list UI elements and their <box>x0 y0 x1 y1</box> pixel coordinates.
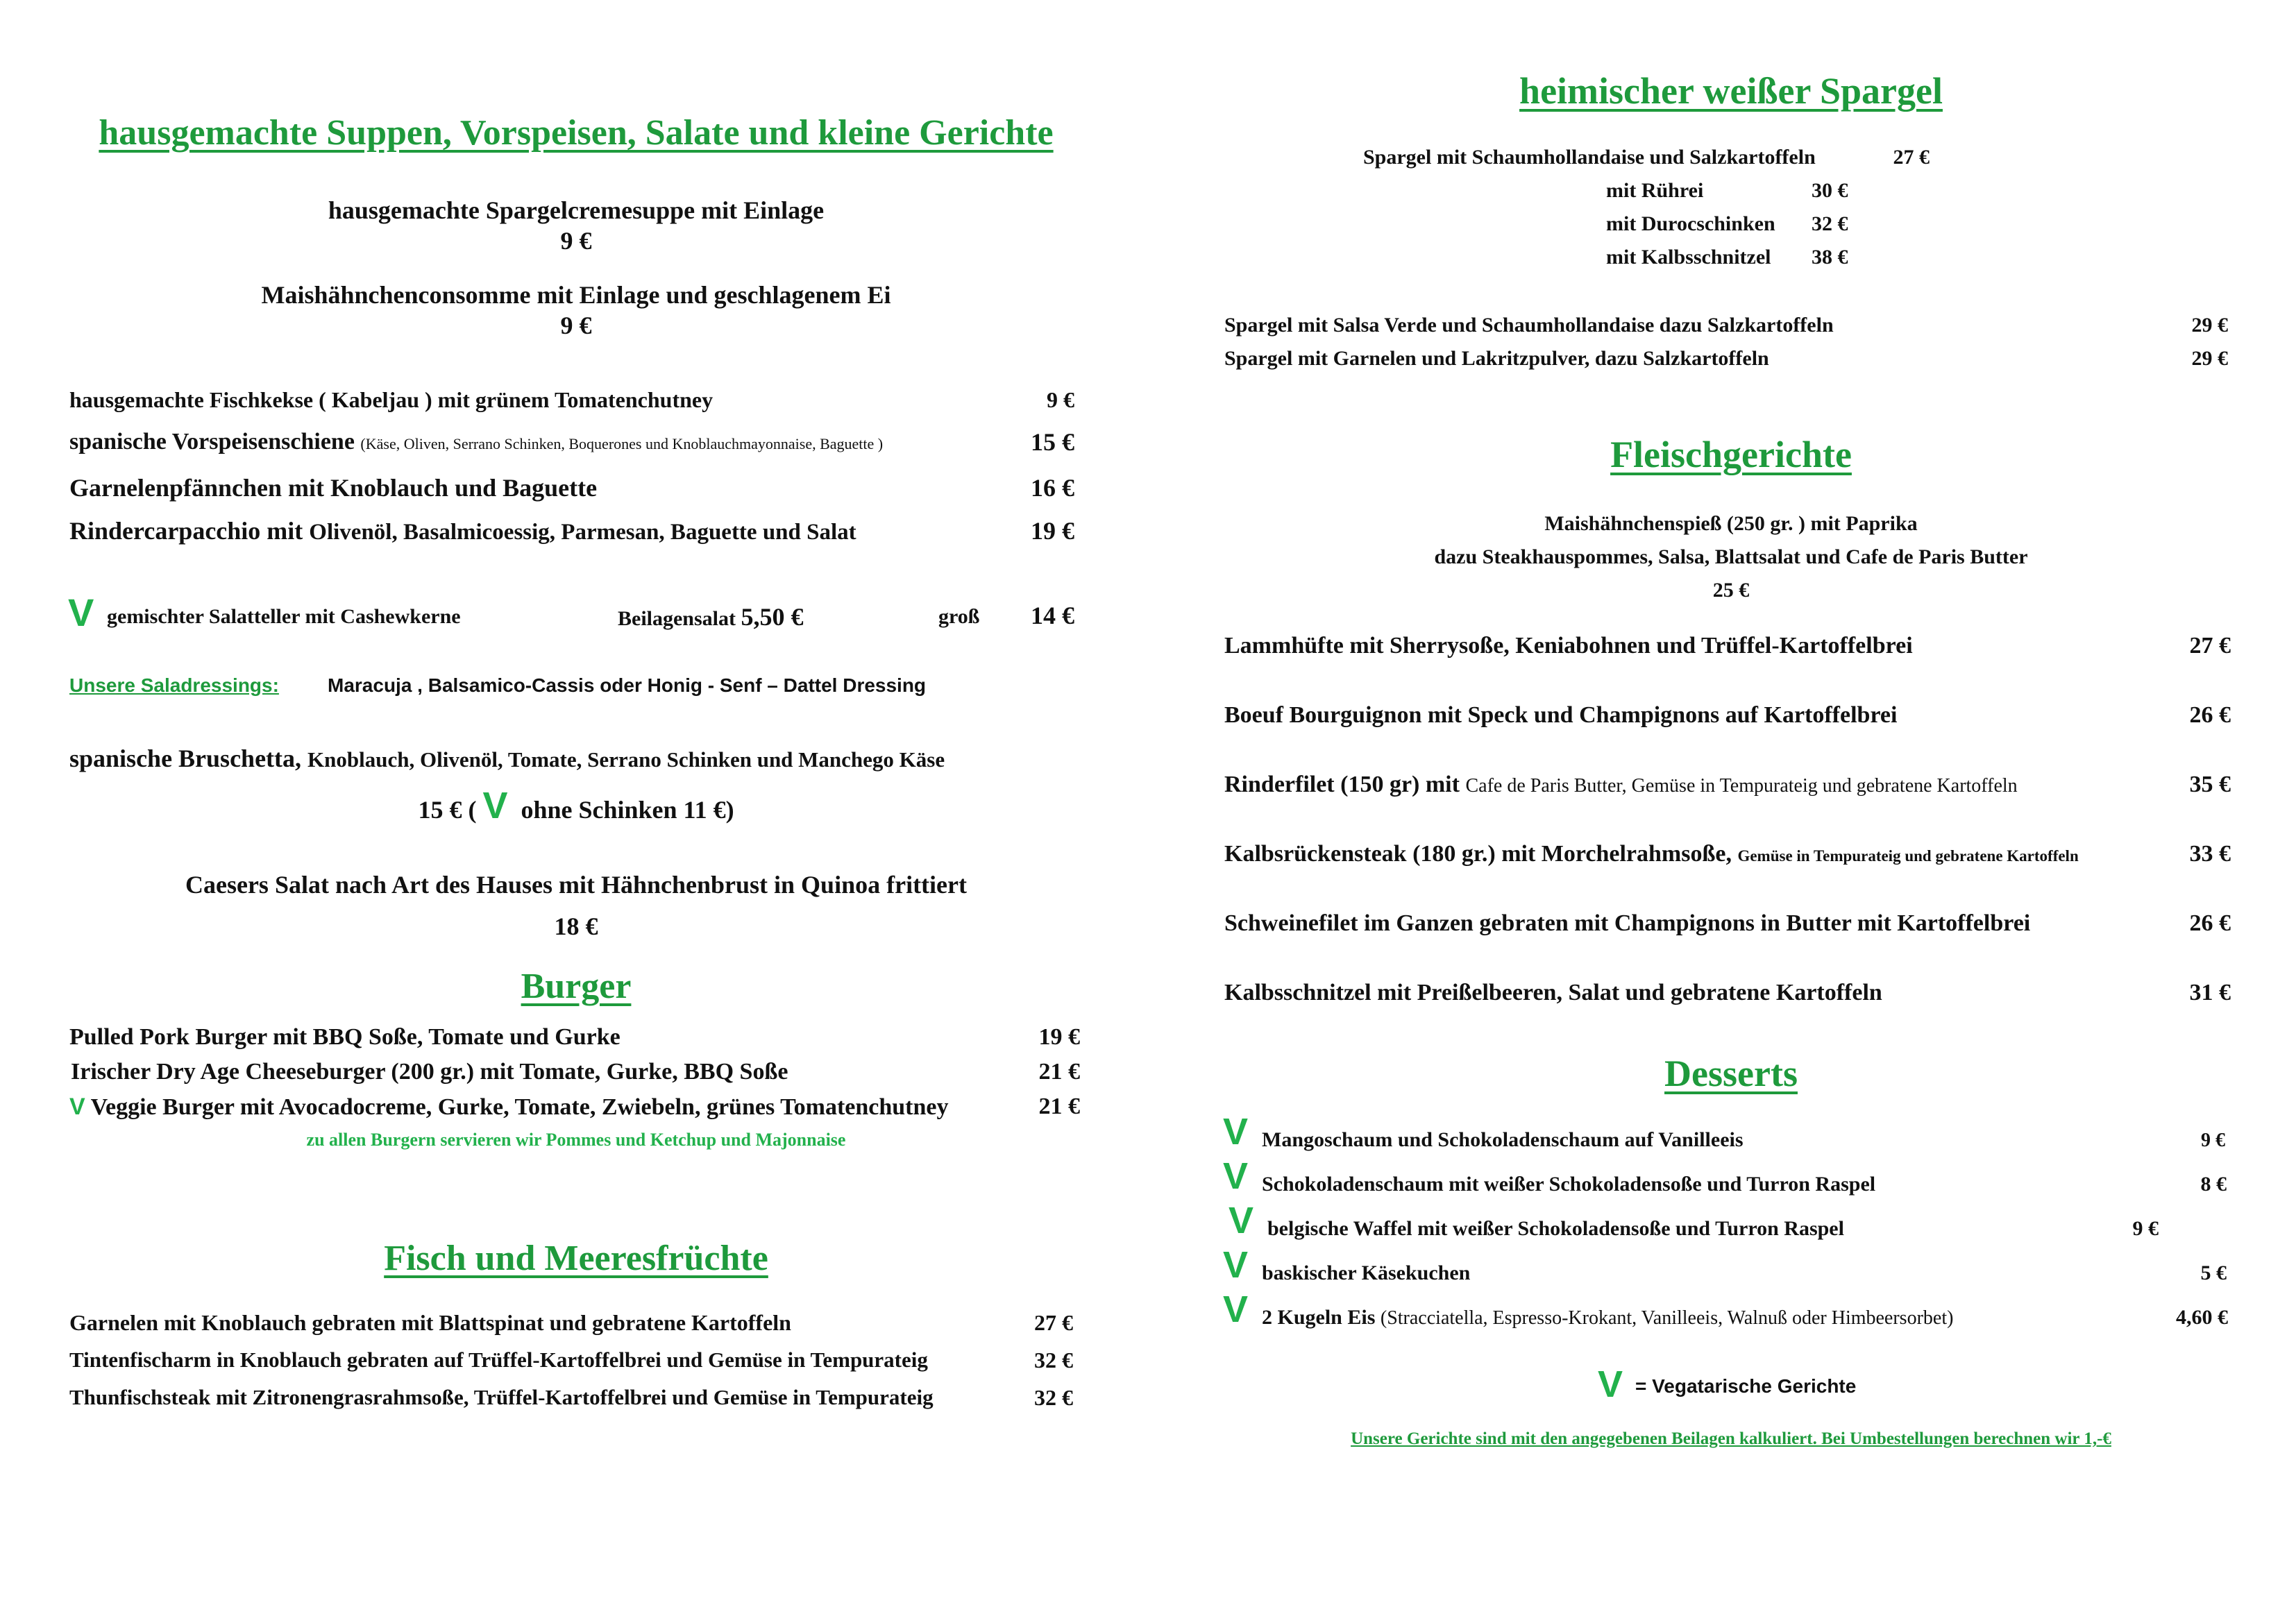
bruschetta-item <box>69 744 945 773</box>
fish-price: 32 € <box>1034 1385 1073 1410</box>
burger-price: 21 € <box>1038 1059 1080 1085</box>
meat-price: 26 € <box>2189 702 2231 728</box>
starter-description: Olivenöl, Basalmicoessig, Parmesan, Baguette und Salat <box>309 520 856 545</box>
dessert-name: Mangoschaum und Schokoladenschaum auf Vanilleeis <box>1262 1128 1744 1151</box>
starter-item <box>69 429 883 455</box>
dessert-price: 5 € <box>2200 1261 2227 1284</box>
asparagus-option-price: 32 € <box>1812 212 1848 235</box>
starter-description: (Käse, Oliven, Serrano Schinken, Boquerones und Knoblauchmayonnaise, Baguette ) <box>360 435 884 452</box>
section-heading-meat: Fleischgerichte <box>1610 434 1852 475</box>
meat-name: Schweinefilet im Ganzen gebraten mit Champignons in Butter mit Kartoffelbrei <box>1224 910 2031 936</box>
section-heading-fish: Fisch und Meeresfrüchte <box>384 1239 768 1278</box>
dessert-name: baskischer Käsekuchen <box>1262 1261 1471 1284</box>
bruschetta-price-line <box>418 784 734 827</box>
meat-item <box>1224 910 2030 937</box>
fish-price: 32 € <box>1034 1348 1073 1373</box>
section-heading-burger: Burger <box>521 967 632 1006</box>
dessert-item <box>1262 1306 1953 1329</box>
asparagus-main-price: 27 € <box>1893 146 1930 169</box>
vegetarian-icon: V <box>1223 1244 1249 1286</box>
meat-description: Cafe de Paris Butter, Gemüse in Tempurateig und gebratene Kartoffeln <box>1465 775 2018 797</box>
bruschetta-veg-option: ohne Schinken 11 €) <box>521 796 734 824</box>
starter-price: 16 € <box>1031 474 1074 502</box>
starter-price: 19 € <box>1031 517 1074 545</box>
vegetarian-icon: V <box>68 590 94 634</box>
salad-large-price: 14 € <box>1031 602 1074 629</box>
vegetarian-legend <box>1598 1363 1856 1406</box>
side-salad <box>618 602 804 631</box>
bruschetta-description: Knoblauch, Olivenöl, Tomate, Serrano Schinken und Manchego Käse <box>307 747 945 772</box>
asparagus-dish-price: 29 € <box>2191 347 2228 370</box>
section-heading-starters: hausgemachte Suppen, Vorspeisen, Salate und kleine Gerichte <box>99 113 1054 153</box>
dressings-list: Maracuja , Balsamico-Cassis oder Honig - Senf – Dattel Dressing <box>328 674 927 696</box>
meat-name: Boeuf Bourguignon mit Speck und Champignons auf Kartoffelbrei <box>1224 702 1898 728</box>
burger-name: Irischer Dry Age Cheeseburger (200 gr.) mit Tomate, Gurke, BBQ Soße <box>71 1059 788 1085</box>
side-salad-label: Beilagensalat <box>618 607 736 630</box>
starter-name: hausgemachte Fischkekse ( Kabeljau ) mit grünem Tomatenchutney <box>69 387 714 412</box>
vegetarian-legend-text: = Vegatarische Gerichte <box>1635 1375 1857 1397</box>
burger-name: Pulled Pork Burger mit BBQ Soße, Tomate und Gurke <box>69 1024 621 1050</box>
fish-name: Garnelen mit Knoblauch gebraten mit Blattspinat und gebratene Kartoffeln <box>69 1310 791 1335</box>
asparagus-main-name: Spargel mit Schaumhollandaise und Salzkartoffeln <box>1363 146 1816 169</box>
salad-large-label: groß <box>938 605 980 628</box>
dressings-label: Unsere Saladressings: <box>69 674 279 696</box>
bruschetta-price: 15 € ( <box>418 796 477 824</box>
meat-name: Kalbsrückensteak (180 gr.) mit Morchelrahmsoße, <box>1224 841 1732 867</box>
asparagus-option-name: mit Kalbsschnitzel <box>1606 246 1771 269</box>
side-salad-price: 5,50 € <box>741 603 804 631</box>
dessert-name: Schokoladenschaum mit weißer Schokoladensoße und Turron Raspel <box>1262 1173 1876 1196</box>
dessert-name: belgische Waffel mit weißer Schokoladensoße und Turron Raspel <box>1267 1217 1844 1240</box>
soup-1-name: hausgemachte Spargelcremesuppe mit Einlage <box>328 196 825 224</box>
meat-name: Lammhüfte mit Sherrysoße, Keniabohnen und Trüffel-Kartoffelbrei <box>1224 633 1913 658</box>
starter-item <box>69 516 856 545</box>
soup-2-price: 9 € <box>560 312 592 339</box>
skewer-line-1: Maishähnchenspieß (250 gr. ) mit Paprika <box>1544 512 1918 535</box>
starter-item <box>69 387 713 413</box>
meat-price: 27 € <box>2189 633 2231 658</box>
starter-price: 9 € <box>1047 387 1074 412</box>
asparagus-option-name: mit Durocschinken <box>1606 212 1775 235</box>
caesar-salad-price: 18 € <box>554 912 598 940</box>
burger-item <box>69 1094 949 1121</box>
asparagus-option-price: 30 € <box>1812 179 1848 202</box>
meat-item <box>1224 980 1882 1006</box>
meat-price: 31 € <box>2189 980 2231 1005</box>
skewer-price: 25 € <box>1712 579 1750 602</box>
vegetarian-icon: V <box>1223 1111 1249 1153</box>
dessert-description: (Stracciatella, Espresso-Krokant, Vanilleeis, Walnuß oder Himbeersorbet) <box>1380 1307 1954 1329</box>
salad-name: gemischter Salatteller mit Cashewkerne <box>107 605 461 628</box>
asparagus-option-name: mit Rührei <box>1606 179 1704 202</box>
vegetarian-icon: V <box>1229 1200 1254 1241</box>
skewer-line-2: dazu Steakhauspommes, Salsa, Blattsalat und Cafe de Paris Butter <box>1434 545 2028 568</box>
vegetarian-icon: V <box>1223 1289 1249 1330</box>
starter-price: 15 € <box>1031 428 1074 456</box>
burger-note: zu allen Burgern servieren wir Pommes und Ketchup und Majonnaise <box>306 1130 846 1150</box>
caesar-salad-name: Caesers Salat nach Art des Hauses mit Hähnchenbrust in Quinoa frittiert <box>185 871 968 899</box>
meat-description: Gemüse in Tempurateig und gebratene Kartoffeln <box>1737 847 2079 865</box>
footer-note: Unsere Gerichte sind mit den angegebenen Beilagen kalkuliert. Bei Umbestellungen berechnen wir 1,-€ <box>1351 1429 2111 1448</box>
burger-item <box>71 1059 788 1085</box>
starter-name: spanische Vorspeisenschiene <box>69 429 355 454</box>
fish-name: Thunfischsteak mit Zitronengrasrahmsoße, Trüffel-Kartoffelbrei und Gemüse in Tempurateig <box>69 1385 934 1409</box>
vegetarian-icon: V <box>1223 1155 1249 1197</box>
asparagus-option-price: 38 € <box>1812 246 1848 269</box>
burger-price: 19 € <box>1038 1024 1080 1050</box>
dessert-price: 8 € <box>2200 1173 2227 1196</box>
starter-name: Garnelenpfännchen mit Knoblauch und Baguette <box>69 474 598 502</box>
starter-item <box>69 473 597 502</box>
starter-name: Rindercarpacchio mit <box>69 517 303 545</box>
meat-item <box>1224 633 1913 659</box>
burger-item <box>69 1024 621 1051</box>
soup-1-price: 9 € <box>560 227 592 255</box>
asparagus-dish-name: Spargel mit Garnelen und Lakritzpulver, dazu Salzkartoffeln <box>1224 347 1769 370</box>
bruschetta-name: spanische Bruschetta, <box>69 745 302 772</box>
meat-price: 26 € <box>2189 910 2231 936</box>
meat-price: 35 € <box>2189 772 2231 797</box>
meat-item <box>1224 841 2079 867</box>
dessert-price: 9 € <box>2201 1130 2225 1151</box>
dessert-price: 9 € <box>2132 1217 2159 1240</box>
burger-name: Veggie Burger mit Avocadocreme, Gurke, Tomate, Zwiebeln, grünes Tomatenchutney <box>90 1094 949 1120</box>
burger-price: 21 € <box>1038 1094 1080 1119</box>
fish-name: Tintenfischarm in Knoblauch gebraten auf Trüffel-Kartoffelbrei und Gemüse in Tempurateig <box>69 1348 928 1372</box>
vegetarian-icon: V <box>482 785 508 826</box>
meat-name: Kalbsschnitzel mit Preißelbeeren, Salat und gebratene Kartoffeln <box>1224 980 1882 1005</box>
meat-name: Rinderfilet (150 gr) mit <box>1224 772 1460 797</box>
meat-price: 33 € <box>2189 841 2231 867</box>
asparagus-dish-name: Spargel mit Salsa Verde und Schaumhollandaise dazu Salzkartoffeln <box>1224 314 1834 337</box>
dessert-name: 2 Kugeln Eis <box>1262 1306 1376 1329</box>
dessert-price: 4,60 € <box>2176 1306 2228 1329</box>
meat-item <box>1224 772 2018 798</box>
soup-2-name: Maishähnchenconsomme mit Einlage und geschlagenem Ei <box>261 281 891 309</box>
vegetarian-icon: V <box>69 1094 85 1120</box>
section-heading-asparagus: heimischer weißer Spargel <box>1519 70 1943 112</box>
asparagus-dish-price: 29 € <box>2191 314 2228 337</box>
meat-item <box>1224 702 1897 729</box>
fish-price: 27 € <box>1034 1310 1073 1335</box>
section-heading-desserts: Desserts <box>1664 1053 1798 1094</box>
vegetarian-icon: V <box>1598 1363 1623 1405</box>
